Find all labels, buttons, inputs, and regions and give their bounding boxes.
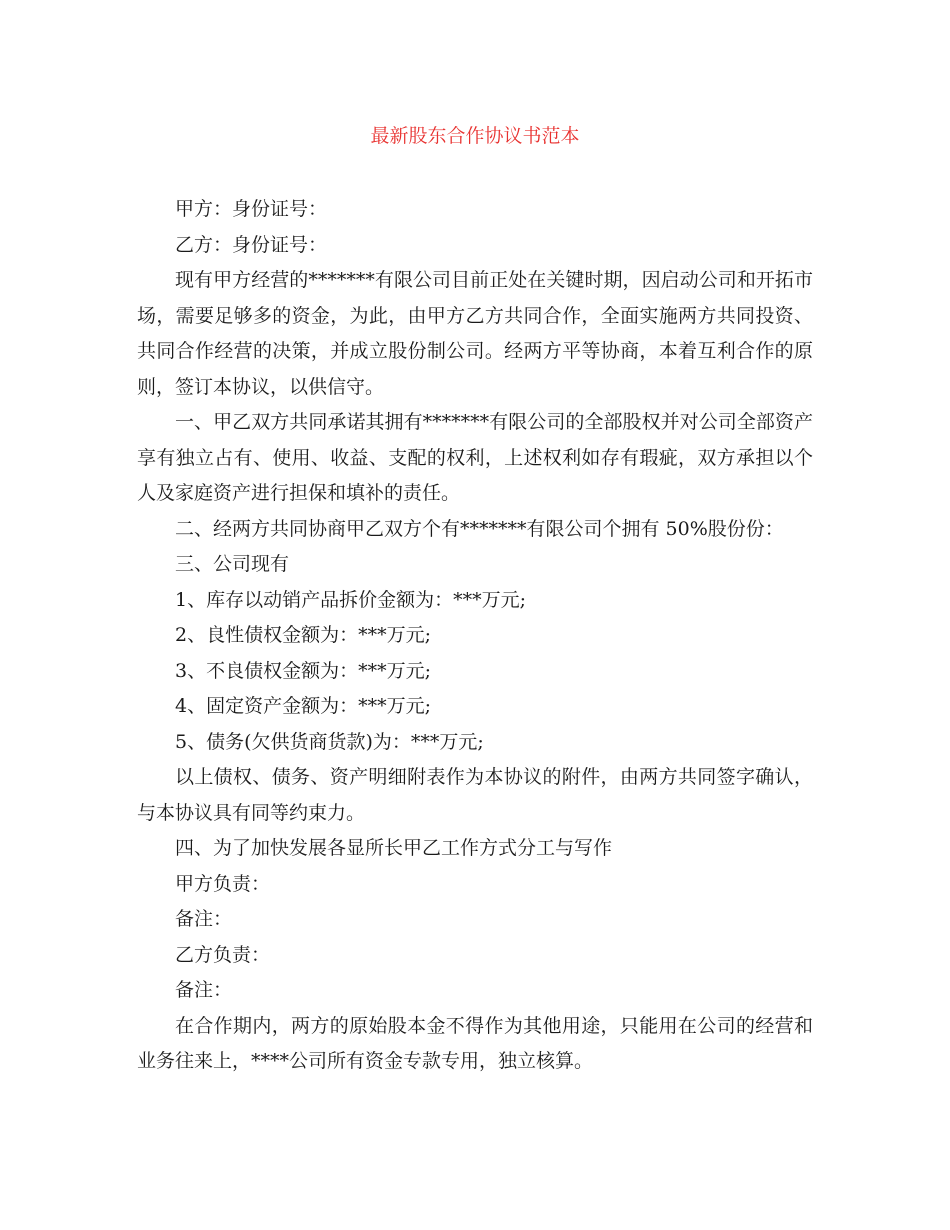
- asset-item-3: 3、不良债权金额为：***万元;: [175, 659, 431, 682]
- preamble-paragraph: 现有甲方经营的*******有限公司目前正处在关键时期，因启动公司和开拓市场，需要足够多的资金，为此，由甲方乙方共同合作，全面实施两方共同投资、共同合作经营的决策，并成立股份制公司。经两方平等协商，本着互利合作的原则，签订本协议，以供信守。: [137, 269, 813, 398]
- clause-4-heading: 四、为了加快发展各显所长甲乙工作方式分工与写作: [175, 837, 613, 859]
- party-a-duty: 甲方负责：: [175, 872, 271, 895]
- attachment-paragraph: 以上债权、债务、资产明细附表作为本协议的附件，由两方共同签字确认，与本协议具有同等约束力。: [137, 766, 813, 824]
- asset-item-2: 2、良性债权金额为：***万元;: [175, 624, 431, 646]
- party-a-line: 甲方：身份证号：: [175, 198, 328, 220]
- clause-1: 一、甲乙双方共同承诺其拥有*******有限公司的全部股权并对公司全部资产享有独立占有、使用、收益、支配的权利，上述权利如存有瑕疵，双方承担以个人及家庭资产进行担保和填补的责任。: [137, 411, 813, 504]
- party-b-duty: 乙方负责：: [175, 943, 271, 966]
- asset-item-5: 5、债务(欠供货商货款)为：***万元;: [175, 730, 484, 753]
- party-a-note: 备注：: [175, 908, 233, 930]
- party-b-note: 备注：: [175, 979, 233, 1001]
- clause-2: 二、经两方共同协商甲乙双方个有*******有限公司个拥有 50%股份份：: [175, 517, 784, 540]
- document-title: 最新股东合作协议书范本: [370, 125, 580, 147]
- clause-3-heading: 三、公司现有: [175, 553, 290, 575]
- document-body: [137, 192, 813, 1080]
- asset-item-1: 1、库存以动销产品拆价金额为：***万元;: [175, 588, 526, 611]
- capital-use-paragraph: 在合作期内，两方的原始股本金不得作为其他用途，只能用在公司的经营和业务往来上，****公司所有资金专款专用，独立核算。: [137, 1014, 813, 1072]
- party-b-line: 乙方：身份证号：: [175, 233, 328, 256]
- asset-item-4: 4、固定资产金额为：***万元;: [175, 695, 431, 717]
